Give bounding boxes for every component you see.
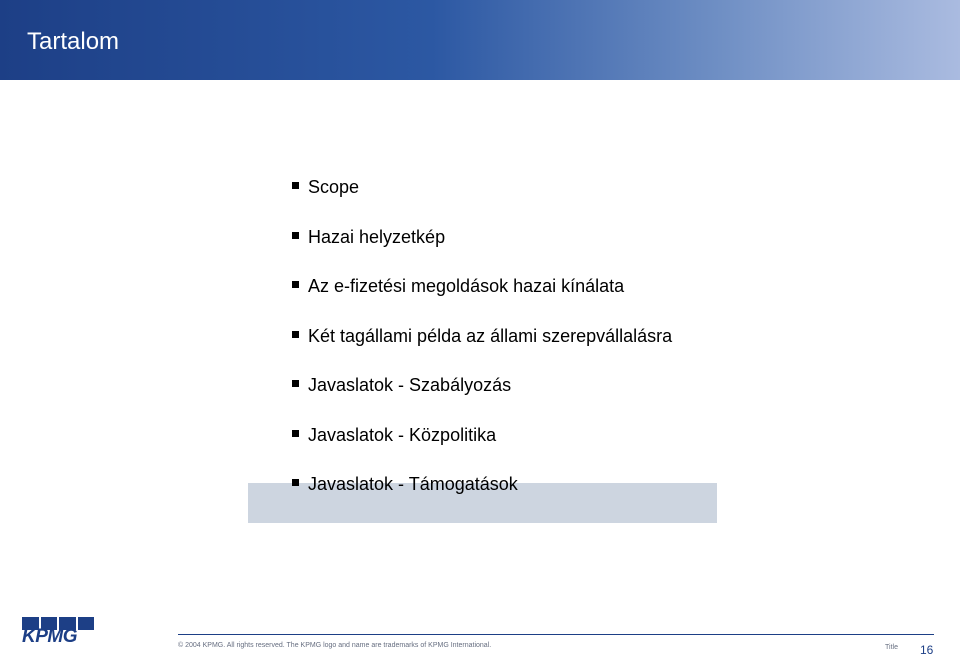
copyright-notice: © 2004 KPMG. All rights reserved. The KPMG logo and name are trademarks of KPMG International.	[178, 642, 492, 649]
kpmg-logo	[22, 617, 94, 647]
footer-divider	[178, 634, 934, 635]
agenda-list	[292, 175, 672, 522]
square-bullet-icon	[292, 331, 299, 338]
agenda-item	[292, 423, 672, 473]
square-bullet-icon	[292, 232, 299, 239]
page-number: 16	[920, 643, 934, 657]
agenda-item	[292, 373, 672, 423]
footer-title-label: Title	[885, 644, 898, 651]
agenda-item-label: Javaslatok - Támogatások	[308, 474, 518, 494]
agenda-item-current	[292, 472, 672, 522]
header-banner	[0, 0, 960, 80]
agenda-item-label: Scope	[308, 177, 360, 197]
agenda-item-label: Két tagállami példa az állami szerepvállalásra	[308, 325, 673, 346]
square-bullet-icon	[292, 281, 299, 288]
square-bullet-icon	[292, 430, 299, 437]
agenda-item-label: Az e-fizetési megoldások hazai kínálata	[308, 276, 625, 296]
slide-title: Tartalom	[27, 28, 120, 55]
agenda-item-label: Hazai helyzetkép	[308, 226, 446, 247]
agenda-item-label: Javaslatok - Szabályozás	[308, 375, 512, 395]
agenda-item-label: Javaslatok - Közpolitika	[308, 424, 497, 445]
agenda-item	[292, 225, 672, 275]
agenda-item	[292, 324, 672, 374]
square-bullet-icon	[292, 380, 299, 387]
square-bullet-icon	[292, 182, 299, 189]
logo-text: KPMG	[22, 626, 77, 647]
agenda-item	[292, 274, 672, 324]
square-bullet-icon	[292, 479, 299, 486]
agenda-item	[292, 175, 672, 225]
